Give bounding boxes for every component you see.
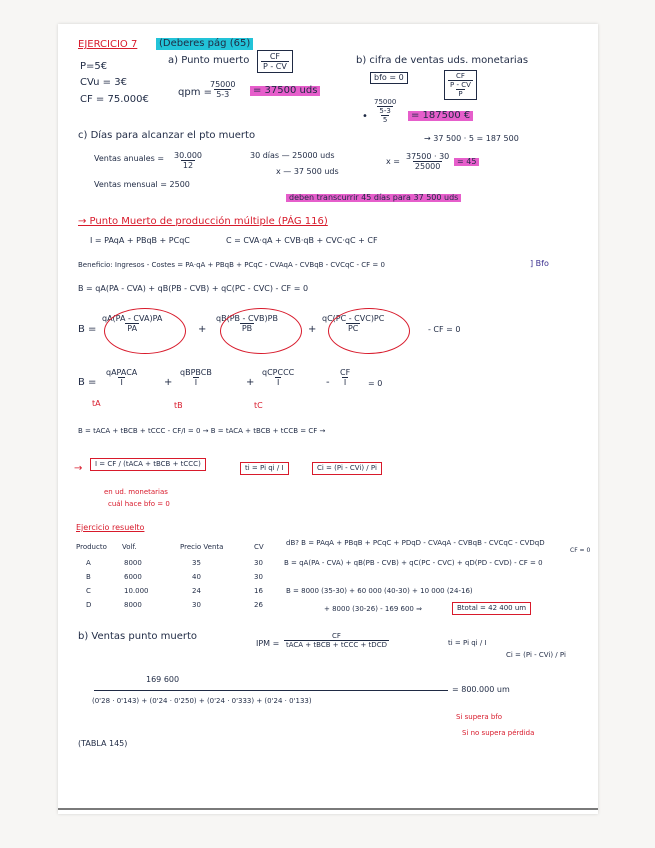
cf-den: I (343, 378, 347, 388)
multi-title: → Punto Muerto de producción múltiple (PÁG 116) (78, 216, 328, 227)
db-calc1: B = 8000 (35-30) + 60 000 (40-30) + 10 000 (24-16) (286, 587, 473, 595)
row-a-product: A (86, 559, 91, 567)
ta-label: tA (92, 399, 101, 408)
row-d-price: 30 (192, 601, 201, 609)
db-cf: CF = 0 (570, 547, 591, 554)
row-a-cv: 30 (254, 559, 263, 567)
rule-line1: 30 días — 25000 uds (250, 151, 335, 160)
ipm-num: CF (332, 632, 341, 640)
circle-b (220, 308, 302, 354)
frac-c-num: qC(PC - CVC)PC (322, 314, 385, 323)
days-conclusion: deben transcurrir 45 días para 37 500 uds (286, 194, 461, 202)
plus-2: + (308, 324, 317, 335)
col-price: Precio Venta (180, 543, 224, 551)
calc-den2: 5 (382, 116, 388, 125)
bullet: • (362, 111, 368, 122)
part-b-formula (444, 70, 477, 100)
exercise-title: EJERCICIO 7 (78, 39, 138, 50)
plus-4: + (246, 377, 255, 388)
part-b-check: → 37 500 · 5 = 187 500 (424, 134, 519, 143)
calc-num: 75000 (374, 98, 397, 106)
t-b-num: qBPBCB (180, 368, 212, 377)
part-a-calc (208, 80, 237, 99)
ipm-frac (284, 632, 389, 649)
ci-formula: Ci = (Pi - CVi) / Pi (506, 651, 566, 659)
box-i-note2: cuál hace bfo = 0 (108, 500, 170, 508)
box-i: I = CF / (tACA + tBCB + tCCC) (90, 458, 206, 471)
annual-num: 30.000 (174, 151, 202, 160)
x-result: = 45 (454, 158, 479, 166)
formula-den: P - CV (263, 62, 287, 72)
circle-c (328, 308, 410, 354)
col-cv: CV (254, 543, 264, 551)
row-a-vol: 8000 (124, 559, 142, 567)
tail-1: - CF = 0 (428, 325, 461, 334)
annual-frac (172, 151, 204, 170)
part-c-label: c) Días para alcanzar el pto muerto (78, 130, 256, 141)
row-c-price: 24 (192, 587, 201, 595)
part-a-result: = 37500 uds (250, 86, 320, 96)
row-c-cv: 16 (254, 587, 263, 595)
box-t: ti = Pi qi / I (240, 462, 289, 475)
profit-eq: Beneficio: Ingresos - Costes = PA·qA + PBqB + PCqC - CVAqA - CVBqB - CVCqC - CF = 0 (78, 261, 385, 269)
formula-den: P - CV (450, 81, 471, 90)
qpm-lhs: qpm = (178, 87, 212, 98)
box-c: Ci = (Pi - CVi) / Pi (312, 462, 382, 475)
row-c-vol: 10.000 (124, 587, 149, 595)
vb-fraction-bar (94, 690, 448, 691)
row-d-product: D (86, 601, 92, 609)
x-den: 25000 (414, 162, 441, 172)
db-result: Btotal = 42 400 um (452, 602, 531, 615)
part-b-calc (372, 98, 398, 124)
profit-factored: B = qA(PA - CVA) + qB(PB - CVB) + qC(PC - CVC) - CF = 0 (78, 284, 309, 293)
calc-den: 5-3 (379, 107, 391, 116)
income-eq: I = PAqA + PBqB + PCqC (90, 236, 190, 245)
box-i-note1: en ud. monetarias (104, 488, 168, 496)
part-b-result: = 187500 € (408, 111, 473, 121)
db-question: dB? B = PAqA + PBqB + PCqC + PDqD - CVAqA - CVBqB - CVCqC - CVDqD (286, 539, 545, 547)
calc-den: 5-3 (216, 90, 230, 100)
t-equation: B = tACA + tBCB + tCCC - CF/I = 0 → B = tACA + tBCB + tCCB = CF → (78, 427, 326, 435)
vb-num: 169 600 (146, 675, 180, 684)
ipm-den: tACA + tBCB + tCCC + tDCD (286, 641, 387, 650)
col-product: Producto (76, 543, 107, 551)
t-c-den: I (276, 378, 280, 388)
x-lhs: x = (386, 157, 400, 166)
frac-b-num: qB(PB - CVB)PB (216, 314, 278, 323)
formula-num: CF (455, 72, 465, 80)
frac-c-den: PC (347, 324, 359, 334)
vb-den: (0'28 · 0'143) + (0'24 · 0'250) + (0'24 · 0'333) + (0'24 · 0'133) (92, 697, 312, 705)
data-cf: CF = 75.000€ (80, 94, 149, 105)
t-a-den: I (120, 378, 123, 388)
annual-sales: Ventas anuales = (94, 154, 165, 163)
part-b-bfo: bfo = 0 (370, 72, 408, 84)
tb-label: tB (174, 401, 183, 410)
row-c-product: C (86, 587, 91, 595)
ti-formula: ti = Pi qi / I (448, 639, 487, 647)
frac-a-den: PA (127, 324, 138, 334)
circle-a (104, 308, 186, 354)
table-ref: (TABLA 145) (78, 739, 128, 748)
ipm-lhs: IPM = (256, 639, 280, 648)
formula-num: CF (269, 52, 281, 61)
cf-num: CF (340, 368, 351, 377)
row-d-vol: 8000 (124, 601, 142, 609)
row-d-cv: 26 (254, 601, 263, 609)
plus-1: + (198, 324, 207, 335)
solved-title: Ejercicio resuelto (76, 523, 145, 532)
x-frac (404, 152, 451, 171)
part-a-label: a) Punto muerto (168, 55, 250, 66)
profit-tag: ] Bfo (530, 259, 549, 268)
vb-label: b) Ventas punto muerto (78, 631, 198, 642)
costs-eq: C = CVA·qA + CVB·qB + CVC·qC + CF (226, 236, 378, 245)
t-a-num: qAPACA (106, 368, 138, 377)
tc-label: tC (254, 401, 263, 410)
row-b-cv: 30 (254, 573, 263, 581)
db-calc2: + 8000 (30-26) - 169 600 ⇒ (324, 605, 422, 613)
plus-3: + (164, 377, 173, 388)
minus-1: - (326, 377, 330, 388)
vb-result: = 800.000 um (452, 685, 510, 694)
t-frac-b (178, 368, 214, 387)
rule-line2: x — 37 500 uds (276, 167, 339, 176)
data-cvu: CVu = 3€ (80, 77, 127, 88)
x-num: 37500 · 30 (406, 152, 450, 161)
row-b-product: B (86, 573, 91, 581)
t-frac-a (104, 368, 139, 387)
note-loss: Si no supera pérdida (462, 729, 535, 737)
monthly-sales: Ventas mensual = 2500 (94, 180, 190, 189)
page-edge (58, 808, 598, 810)
part-a-formula (257, 50, 293, 73)
tail-2: = 0 (368, 379, 383, 388)
formula-den2: P (458, 90, 463, 99)
t-frac-c (260, 368, 296, 387)
calc-num: 75000 (210, 80, 236, 89)
homework-ref: (Deberes pág (65) (156, 38, 253, 50)
part-b-label: b) cifra de ventas uds. monetarias (356, 55, 529, 66)
data-price: P=5€ (80, 61, 108, 72)
frac-b-den: PB (241, 324, 253, 334)
b-lhs-2: B = (78, 377, 97, 388)
row-b-price: 40 (192, 573, 201, 581)
t-c-num: qCPCCC (262, 368, 295, 377)
row-a-price: 35 (192, 559, 201, 567)
db-equation: B = qA(PA - CVA) + qB(PB - CVB) + qC(PC - CVC) + qD(PD - CVD) - CF = 0 (284, 559, 543, 567)
row-b-vol: 6000 (124, 573, 142, 581)
b-lhs: B = (78, 324, 97, 335)
t-b-den: I (194, 378, 198, 388)
annual-den: 12 (182, 161, 194, 171)
frac-a-num: qA(PA - CVA)PA (102, 314, 163, 323)
cf-frac (338, 368, 352, 387)
note-profit: Si supera bfo (456, 713, 503, 721)
col-vol: Volf. (122, 543, 137, 551)
arrow-to-box: → (74, 463, 83, 474)
